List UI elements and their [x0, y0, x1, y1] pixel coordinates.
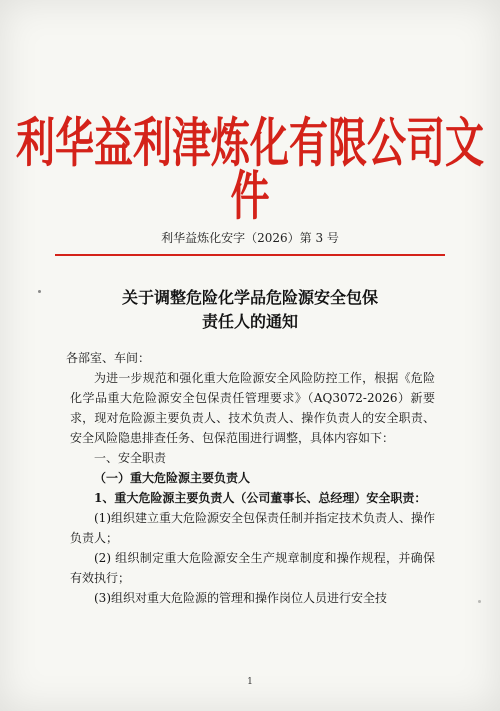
section-heading: 一、安全职责: [94, 451, 167, 465]
document-header-title: 利华益利津炼化有限公司文件: [15, 113, 484, 228]
scan-speck: [38, 290, 41, 293]
notice-title-line-1: 关于调整危险化学品危险源安全包保: [121, 288, 378, 307]
page-number: 1: [247, 677, 253, 687]
duty-item-2: (2) 组织制定重大危险源安全生产规章制度和操作规程，并确保有效执行；: [70, 551, 435, 585]
duty-item-1: (1)组织建立重大危险源安全包保责任制并指定技术负责人、操作负责人；: [70, 511, 436, 545]
notice-title: [40, 286, 460, 334]
item-heading: 1、重大危险源主要负责人（公司董事长、总经理）安全职责：: [94, 491, 427, 505]
red-separator-line: [55, 254, 445, 256]
document-number: 利华益炼化安字（2026）第 3 号: [161, 231, 339, 245]
salutation: 各部室、车间：: [66, 351, 151, 365]
duty-item-3: (3)组织对重大危险源的管理和操作岗位人员进行安全技: [94, 591, 388, 605]
document-body: [66, 348, 436, 608]
intro-paragraph: 为进一步规范和强化重大危险源安全风险防控工作，根据《危险化学品重大危险源安全包保责任管理要求》（AQ3072-2026）新要求，现对危险源主要负责人、技术负责人、操作负责人的安全职责、安全风险隐患排查任务、包保范围进行调整，具体内容如下：: [70, 371, 435, 445]
subsection-heading: （一）重大危险源主要负责人: [94, 471, 251, 485]
notice-title-line-2: 责任人的通知: [201, 312, 298, 331]
scan-speck: [478, 600, 481, 603]
